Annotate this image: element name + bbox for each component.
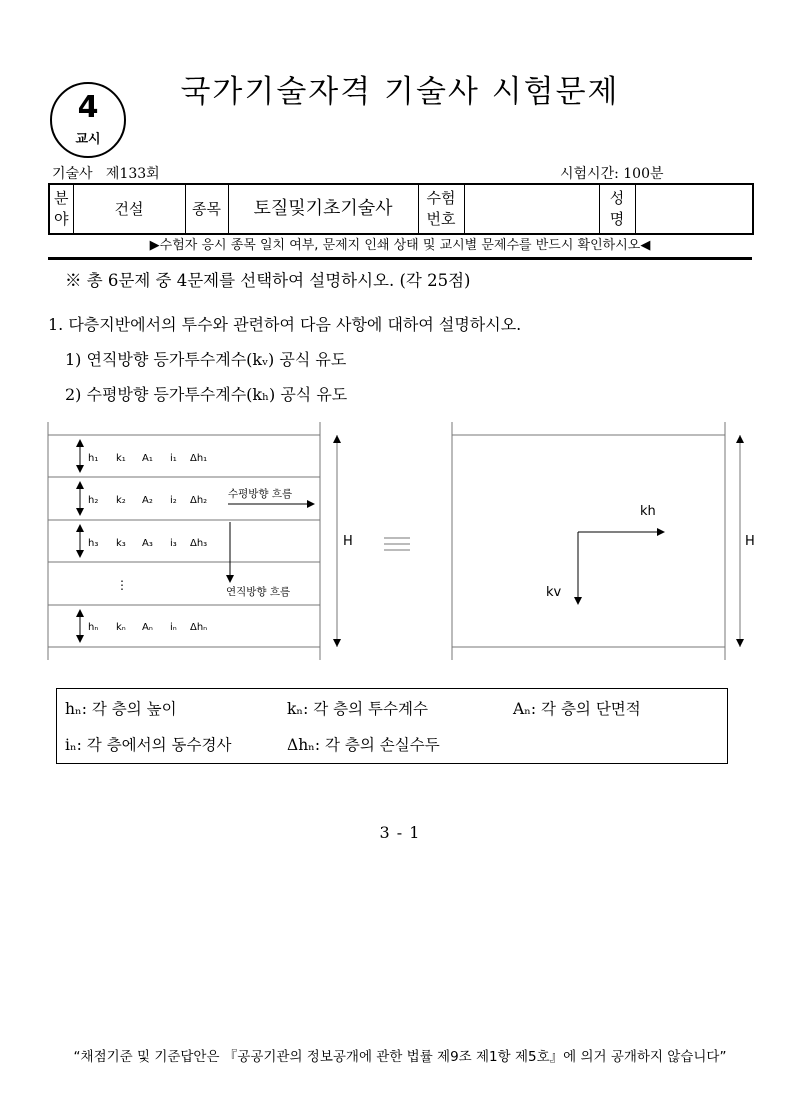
- exam-number-field[interactable]: [464, 184, 599, 234]
- footer-notice: “채점기준 및 기준답안은 『공공기관의 정보공개에 관한 법률 제9조 제1항 제5호』에 의거 공개하지 않습니다”: [73, 1049, 727, 1065]
- height-label-right: H: [745, 534, 755, 549]
- vertical-flow-label: 연직방향 흐름: [226, 586, 291, 598]
- layer-3-A-label: A₃: [142, 538, 153, 549]
- item-value: 토질및기초기술사: [228, 184, 418, 234]
- layer-4-dh-label: Δhₙ: [190, 622, 208, 633]
- layer-4-k-label: kₙ: [116, 622, 126, 633]
- layer-3-k-label: k₃: [116, 538, 126, 549]
- layer-4-A-label: Aₙ: [142, 622, 153, 633]
- layer-2-dh-label: Δh₂: [190, 495, 208, 506]
- name-field[interactable]: [635, 184, 753, 234]
- instruction: ※ 총 6문제 중 4문제를 선택하여 설명하시오. (각 25점): [65, 271, 471, 290]
- legend-dh: Δhₙ: 각 층의 손실수두: [287, 736, 440, 754]
- layer-2-A-label: A₂: [142, 495, 153, 506]
- kv-label: kv: [546, 585, 562, 600]
- notice-bar: ▶수험자 응시 종목 일치 여부, 문제지 인쇄 상태 및 교시별 문제수를 반드시 확인하시오◀: [149, 238, 651, 253]
- category-round: 기술사 제133회: [52, 166, 160, 182]
- question-item-1: 1) 연직방향 등가투수계수(kᵥ) 공식 유도: [65, 350, 347, 369]
- layer-2-i-label: i₂: [170, 495, 177, 506]
- question-item-2: 2) 수평방향 등가투수계수(kₕ) 공식 유도: [65, 385, 348, 404]
- layer-3-h-label: h₃: [88, 538, 99, 549]
- layer-3-dh-label: Δh₃: [190, 538, 208, 549]
- session-label: 교시: [75, 132, 101, 147]
- exam-time: 시험시간: 100분: [560, 166, 664, 182]
- exam-number-label: 수험 번호: [418, 184, 464, 234]
- candidate-info-table: [48, 183, 754, 235]
- legend-k: kₙ: 각 층의 투수계수: [287, 700, 428, 718]
- field-label: 분 야: [49, 184, 73, 234]
- layer-3-i-label: i₃: [170, 538, 177, 549]
- layer-1-dh-label: Δh₁: [190, 453, 208, 464]
- layer-1-h-label: h₁: [88, 453, 99, 464]
- field-value: 건설: [73, 184, 185, 234]
- height-label-left: H: [343, 534, 353, 549]
- legend-h: hₙ: 각 층의 높이: [65, 700, 177, 718]
- layer-ellipsis: ⋮: [116, 578, 128, 592]
- legend-i: iₙ: 각 층에서의 동수경사: [65, 736, 232, 754]
- layer-1-A-label: A₁: [142, 453, 153, 464]
- horizontal-flow-label: 수평방향 흐름: [228, 488, 293, 500]
- legend-A: Aₙ: 각 층의 단면적: [513, 700, 641, 718]
- layer-4-i-label: iₙ: [170, 622, 177, 633]
- layered-soil-figure: [0, 410, 800, 670]
- layer-2-k-label: k₂: [116, 495, 126, 506]
- question-text: 1. 다층지반에서의 투수와 관련하여 다음 사항에 대하여 설명하시오.: [48, 315, 522, 334]
- exam-title: 국가기술자격 기술사 시험문제: [180, 74, 620, 110]
- session-badge: [50, 82, 126, 158]
- divider: [48, 257, 752, 260]
- name-label: 성 명: [599, 184, 635, 234]
- item-label: 종목: [185, 184, 228, 234]
- layer-1-i-label: i₁: [170, 453, 177, 464]
- layer-4-h-label: hₙ: [88, 622, 99, 633]
- layer-1-k-label: k₁: [116, 453, 126, 464]
- legend-box: [56, 688, 728, 764]
- session-number: 4: [77, 90, 99, 125]
- layer-2-h-label: h₂: [88, 495, 99, 506]
- page-number: 3 - 1: [379, 823, 421, 842]
- kh-label: kh: [640, 504, 656, 519]
